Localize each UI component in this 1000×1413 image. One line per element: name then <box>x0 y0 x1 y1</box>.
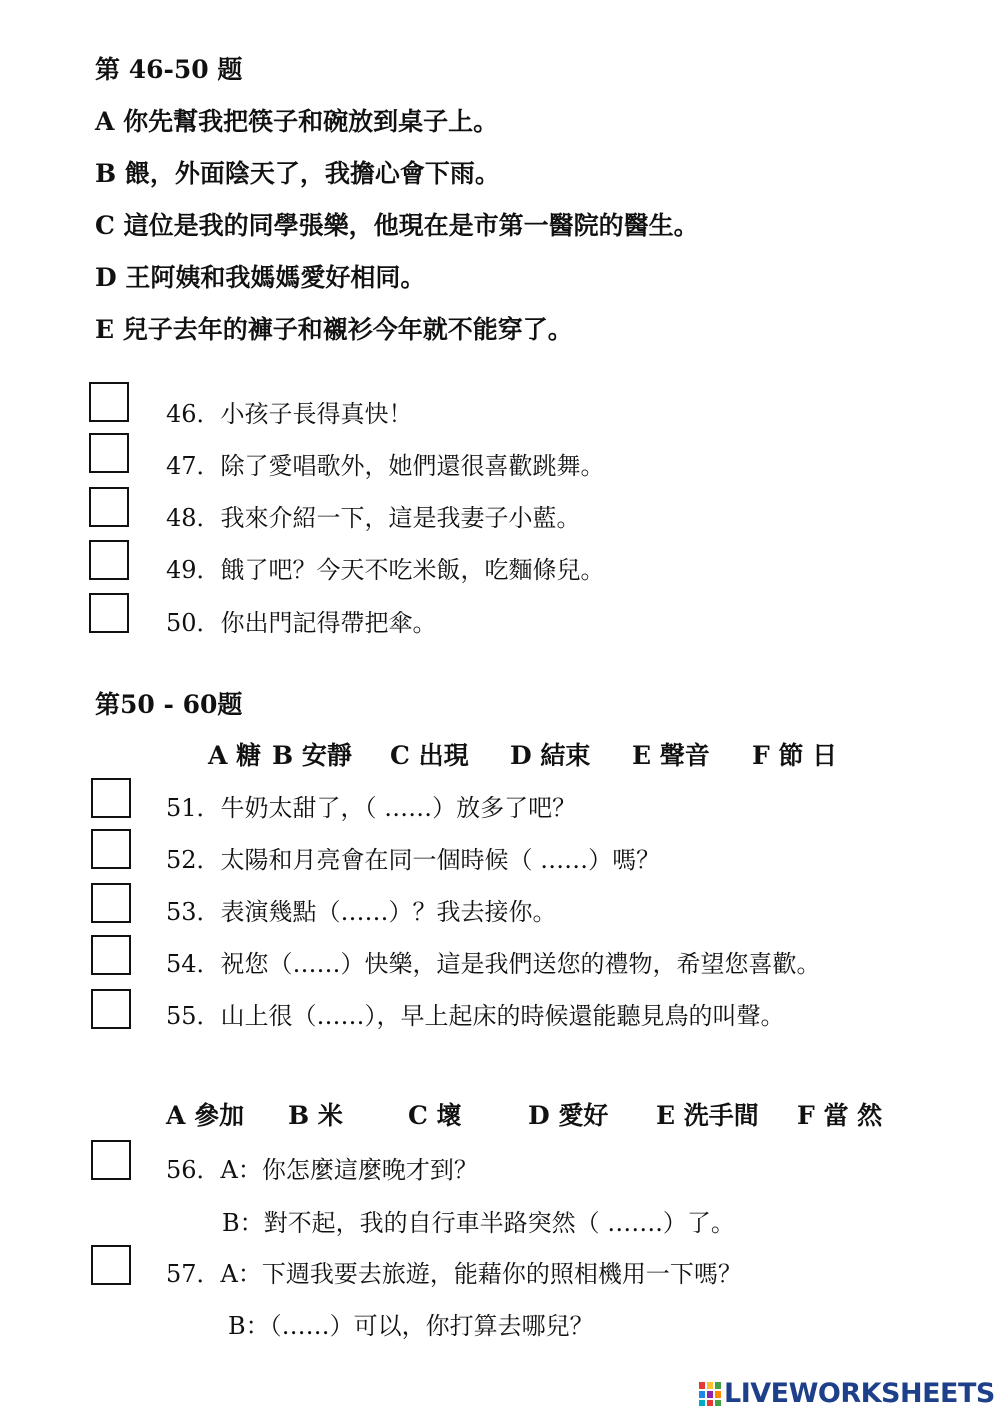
answer-box-46[interactable] <box>89 382 129 422</box>
question-51 <box>166 788 576 823</box>
word-bank-b: B 安靜 <box>272 741 352 770</box>
question-number: 56． <box>166 1156 221 1184</box>
question-57-line-a <box>166 1254 742 1289</box>
question-52 <box>166 840 660 875</box>
question-55 <box>166 996 785 1031</box>
word-bank-d: D 結束 <box>510 741 591 770</box>
question-number: 54． <box>166 950 221 978</box>
answer-box-52[interactable] <box>91 829 131 869</box>
question-text: 餓了吧？今天不吃米飯，吃麵條兒。 <box>220 556 605 584</box>
answer-box-50[interactable] <box>89 593 129 633</box>
liveworksheets-text: LIVEWORKSHEETS <box>724 1378 995 1409</box>
question-number: 50． <box>166 609 221 637</box>
answer-box-56[interactable] <box>91 1140 131 1180</box>
question-number: 48． <box>166 504 221 532</box>
question-56-line-a <box>166 1150 478 1185</box>
option-a: A 你先幫我把筷子和碗放到桌子上。 <box>95 107 499 136</box>
word-bank-2-d: D 愛好 <box>528 1101 609 1130</box>
liveworksheets-logo <box>698 1378 995 1409</box>
question-text: 你出門記得帶把傘。 <box>220 609 437 637</box>
question-number: 53． <box>166 898 221 926</box>
question-text: 我來介紹一下，這是我妻子小藍。 <box>220 504 581 532</box>
word-bank-2-a: A 參加 <box>166 1101 245 1130</box>
question-number: 47． <box>166 452 221 480</box>
answer-box-55[interactable] <box>91 989 131 1029</box>
section-2-title: 第50 - 60题 <box>95 690 243 719</box>
answer-box-48[interactable] <box>89 487 129 527</box>
question-text: 牛奶太甜了，（ ……）放多了吧？ <box>220 794 577 822</box>
question-text: A：你怎麼這麼晚才到？ <box>220 1156 478 1184</box>
question-text: 除了愛唱歌外，她們還很喜歡跳舞。 <box>220 452 605 480</box>
word-bank-f: F 節 日 <box>752 741 838 770</box>
question-number: 46． <box>166 400 221 428</box>
word-bank-e: E 聲音 <box>632 741 710 770</box>
word-bank-2-c: C 壞 <box>408 1101 462 1130</box>
question-49 <box>166 550 605 585</box>
question-number: 49． <box>166 556 221 584</box>
question-56-line-b: B：對不起，我的自行車半路突然（ …….）了。 <box>222 1209 735 1237</box>
question-number: 55． <box>166 1002 221 1030</box>
word-bank-2-f: F 當 然 <box>797 1101 883 1130</box>
answer-box-54[interactable] <box>91 935 131 975</box>
question-54 <box>166 944 821 979</box>
answer-box-51[interactable] <box>91 778 131 818</box>
word-bank-a: A 糖 <box>208 741 262 770</box>
word-bank-2-e: E 洗手間 <box>656 1101 759 1130</box>
question-text: 山上很（……），早上起床的時候還能聽見鳥的叫聲。 <box>220 1002 785 1030</box>
answer-box-47[interactable] <box>89 433 129 473</box>
question-text: 表演幾點（……）？我去接你。 <box>220 898 557 926</box>
section-1-title: 第 46-50 题 <box>95 55 243 84</box>
question-number: 51． <box>166 794 221 822</box>
answer-box-49[interactable] <box>89 540 129 580</box>
liveworksheets-icon <box>698 1381 722 1407</box>
option-e: E 兒子去年的褲子和襯衫今年就不能穿了。 <box>95 315 573 344</box>
question-number: 57． <box>166 1260 221 1288</box>
question-53 <box>166 892 557 927</box>
question-number: 52． <box>166 846 221 874</box>
question-46 <box>166 394 413 429</box>
question-57-line-b: B：（……）可以，你打算去哪兒？ <box>228 1312 594 1340</box>
question-text: 祝您（……）快樂，這是我們送您的禮物，希望您喜歡。 <box>220 950 821 978</box>
answer-box-53[interactable] <box>91 883 131 923</box>
question-48 <box>166 498 581 533</box>
option-b: B 餵，外面陰天了，我擔心會下雨。 <box>95 159 500 188</box>
question-text: 太陽和月亮會在同一個時候（ ……）嗎？ <box>220 846 661 874</box>
question-50 <box>166 603 437 638</box>
question-text: A：下週我要去旅遊，能藉你的照相機用一下嗎？ <box>220 1260 742 1288</box>
word-bank-2-b: B 米 <box>288 1101 343 1130</box>
answer-box-57[interactable] <box>91 1245 131 1285</box>
question-47 <box>166 446 605 481</box>
option-d: D 王阿姨和我媽媽愛好相同。 <box>95 263 426 292</box>
option-c: C 這位是我的同學張樂，他現在是市第一醫院的醫生。 <box>95 211 699 240</box>
question-text: 小孩子長得真快！ <box>220 400 413 428</box>
word-bank-c: C 出現 <box>390 741 469 770</box>
